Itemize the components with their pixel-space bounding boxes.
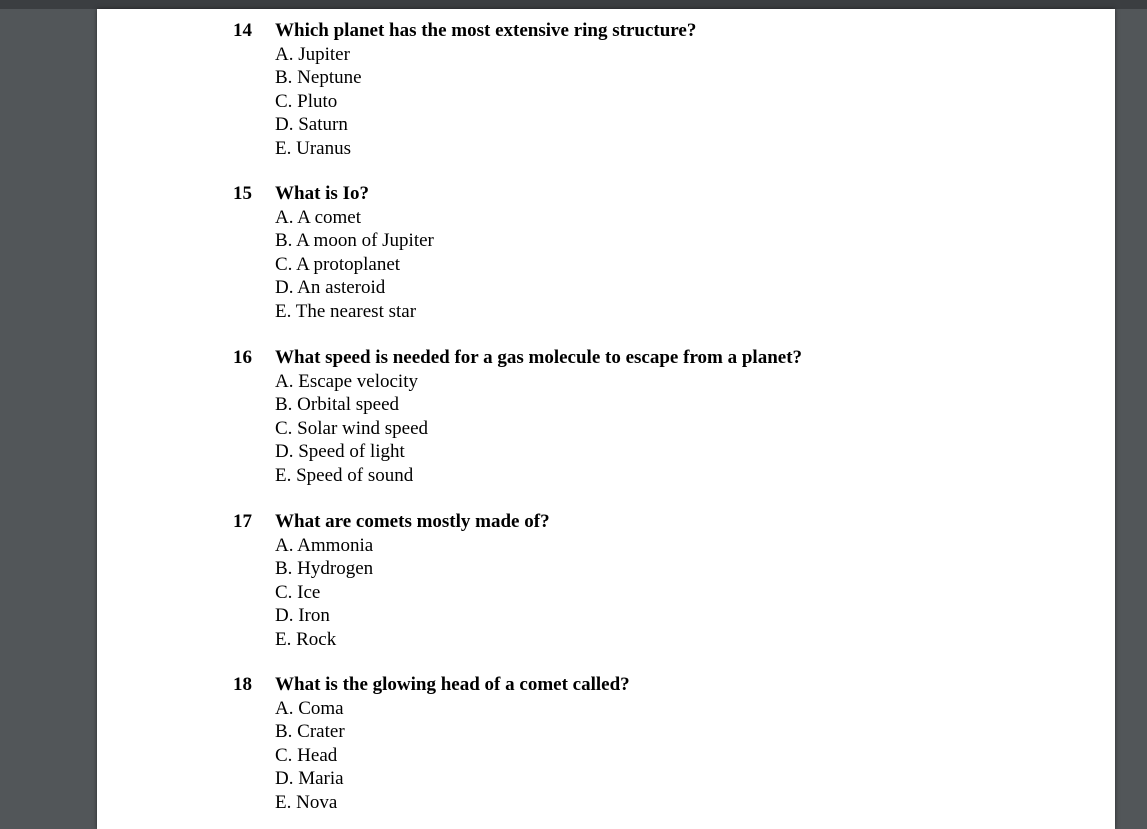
answer-option: D. An asteroid bbox=[275, 277, 386, 299]
answer-option: B. Crater bbox=[275, 721, 345, 743]
answer-option: D. Maria bbox=[275, 768, 344, 790]
answer-option: A. Jupiter bbox=[275, 44, 350, 65]
viewer-toolbar bbox=[0, 0, 1147, 9]
question-text: What are comets mostly made of? bbox=[275, 511, 550, 532]
answer-option: A. Escape velocity bbox=[275, 371, 418, 392]
answer-option: A. Coma bbox=[275, 698, 344, 719]
question-text: Which planet has the most extensive ring structure? bbox=[275, 20, 697, 41]
document-page[interactable] bbox=[97, 9, 1115, 829]
answer-option: B. Neptune bbox=[275, 67, 362, 89]
question-18 bbox=[97, 673, 1115, 814]
answer-option: E. The nearest star bbox=[275, 300, 417, 322]
answer-option: D. Speed of light bbox=[275, 441, 405, 463]
answer-option: A. A comet bbox=[275, 207, 362, 228]
answer-option: B. Orbital speed bbox=[275, 394, 400, 416]
question-text: What is Io? bbox=[275, 183, 369, 204]
answer-option: A. Ammonia bbox=[275, 535, 374, 556]
question-number: 16 bbox=[233, 347, 252, 368]
answer-option: C. Pluto bbox=[275, 90, 338, 112]
answer-option: C. A protoplanet bbox=[275, 253, 401, 275]
answer-option: E. Uranus bbox=[275, 137, 351, 159]
answer-option: E. Speed of sound bbox=[275, 464, 414, 486]
question-number: 14 bbox=[233, 20, 252, 41]
question-text: What is the glowing head of a comet called? bbox=[275, 674, 630, 695]
answer-option: D. Iron bbox=[275, 605, 330, 627]
answer-option: B. Hydrogen bbox=[275, 558, 374, 580]
answer-option: C. Head bbox=[275, 744, 338, 766]
question-text: What speed is needed for a gas molecule to escape from a planet? bbox=[275, 347, 803, 368]
question-number: 18 bbox=[233, 674, 252, 695]
answer-option: C. Ice bbox=[275, 581, 321, 603]
question-17 bbox=[97, 510, 1115, 651]
question-16 bbox=[97, 346, 1115, 487]
answer-option: D. Saturn bbox=[275, 114, 348, 136]
question-14 bbox=[97, 19, 1115, 160]
answer-option: E. Rock bbox=[275, 628, 337, 650]
answer-option: E. Nova bbox=[275, 791, 338, 813]
answer-option: B. A moon of Jupiter bbox=[275, 230, 434, 252]
question-number: 15 bbox=[233, 183, 252, 204]
answer-option: C. Solar wind speed bbox=[275, 417, 429, 439]
question-15 bbox=[97, 182, 1115, 323]
question-number: 17 bbox=[233, 511, 252, 532]
